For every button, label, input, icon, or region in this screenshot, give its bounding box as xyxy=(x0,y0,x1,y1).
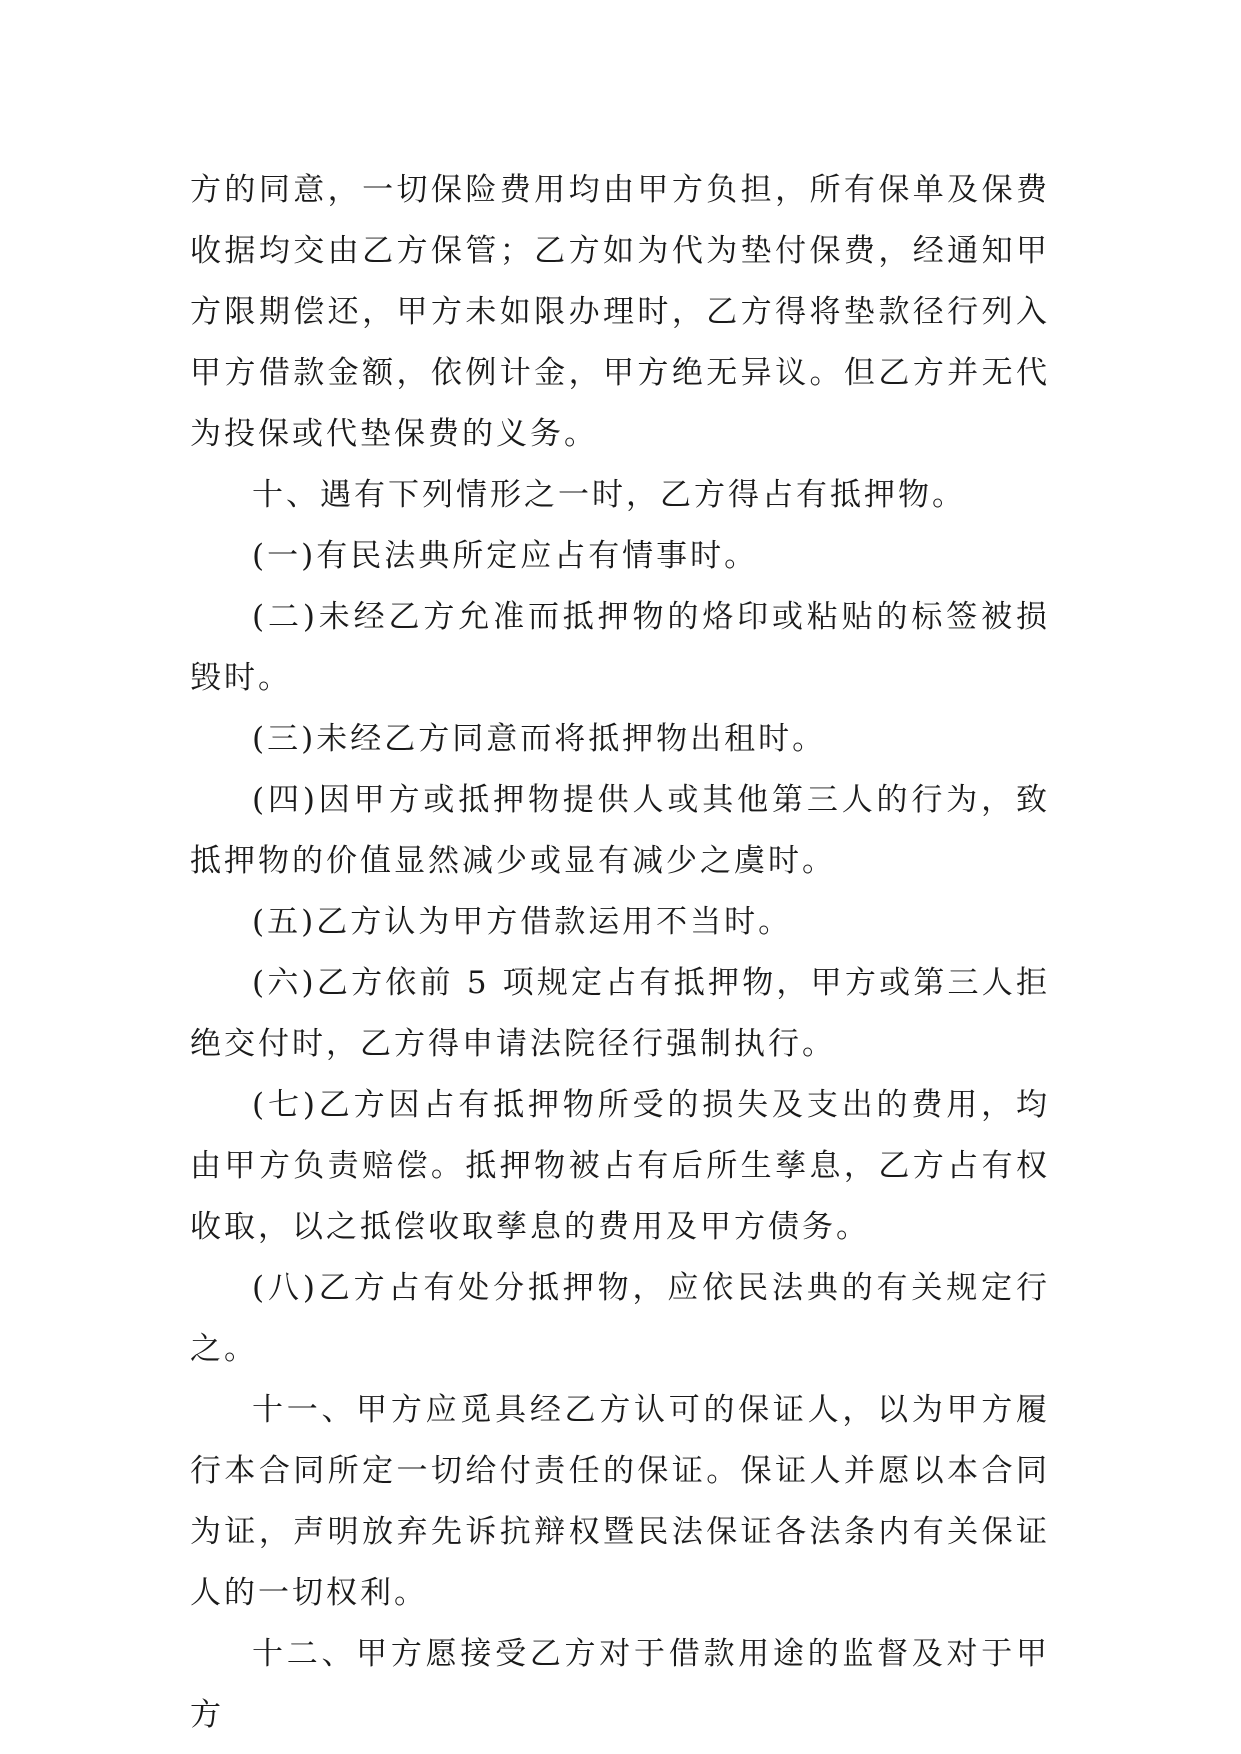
paragraph-clause-10-item-4: (四)因甲方或抵押物提供人或其他第三人的行为，致抵押物的价值显然减少或显有减少之虞时。 xyxy=(190,782,1050,879)
paragraph-clause-10-item-6: (六)乙方依前 5 项规定占有抵押物，甲方或第三人拒绝交付时，乙方得申请法院径行强制执行。 xyxy=(190,965,1050,1062)
paragraph-clause-10-item-1: (一)有民法典所定应占有情事时。 xyxy=(252,538,759,574)
paragraph-clause-10-item-3: (三)未经乙方同意而将抵押物出租时。 xyxy=(252,721,827,757)
paragraph-clause-10-item-5: (五)乙方认为甲方借款运用不当时。 xyxy=(252,904,793,940)
paragraph-clause-10-item-2: (二)未经乙方允准而抵押物的烙印或粘贴的标签被损毁时。 xyxy=(190,599,1050,696)
paragraph-clause-10-item-7: (七)乙方因占有抵押物所受的损失及支出的费用，均由甲方负责赔偿。抵押物被占有后所生孳息，乙方占有权收取，以之抵偿收取孳息的费用及甲方债务。 xyxy=(190,1087,1050,1245)
paragraph-clause-10-item-8: (八)乙方占有处分抵押物，应依民法典的有关规定行之。 xyxy=(190,1270,1050,1367)
paragraph-insurance-continued: 方的同意，一切保险费用均由甲方负担，所有保单及保费收据均交由乙方保管；乙方如为代为垫付保费，经通知甲方限期偿还，甲方未如限办理时，乙方得将垫款径行列入甲方借款金额，依例计金，甲方绝无异议。但乙方并无代为投保或代垫保费的义务。 xyxy=(190,172,1050,452)
paragraph-clause-11: 十一、甲方应觅具经乙方认可的保证人，以为甲方履行本合同所定一切给付责任的保证。保证人并愿以本合同为证，声明放弃先诉抗辩权暨民法保证各法条内有关保证人的一切权利。 xyxy=(190,1392,1050,1611)
paragraph-clause-12: 十二、甲方愿接受乙方对于借款用途的监督及对于甲方 xyxy=(190,1636,1050,1733)
contract-body xyxy=(190,160,1050,1746)
paragraph-clause-10: 十、遇有下列情形之一时，乙方得占有抵押物。 xyxy=(252,477,966,513)
